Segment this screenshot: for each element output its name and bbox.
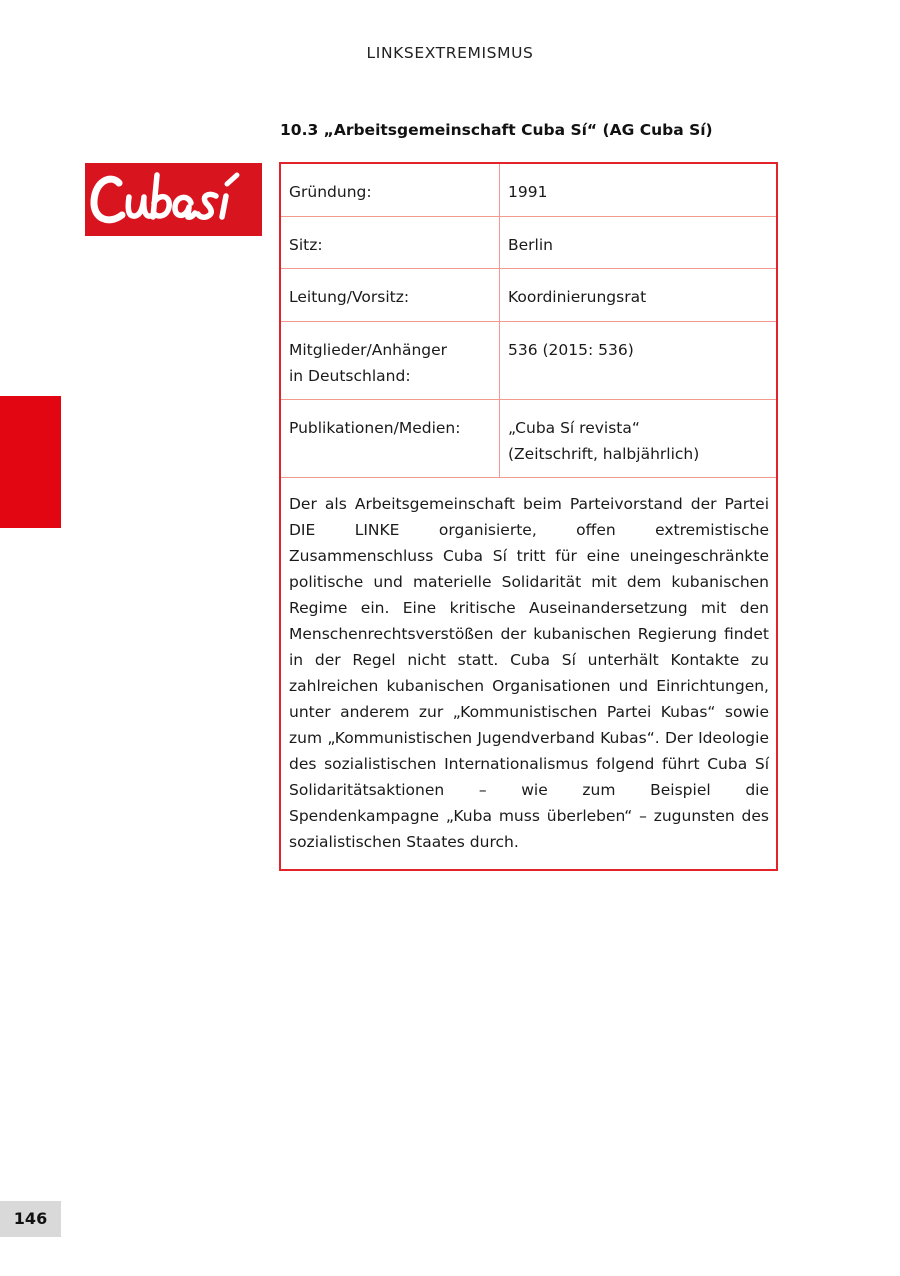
table-row: [281, 400, 776, 478]
table-row: [281, 269, 776, 322]
info-table: [281, 164, 776, 478]
table-label: Gründung:: [281, 164, 500, 217]
description-text: Der als Arbeitsgemeinschaft beim Parteivorstand der Partei DIE LINKE organisierte, offen extremistische Zusammenschluss Cuba Sí tritt für eine uneingeschränkte politische und materielle Solidarität mit dem kubanischen Regime ein. Eine kritische Auseinandersetzung mit den Menschenrechtsverstößen der kubanischen Regierung findet in der Regel nicht statt. Cuba Sí unterhält Kontakte zu zahlreichen kubanischen Organisationen und Einrichtungen, unter anderem zur „Kommunistischen Partei Kubas“ sowie zum „Kommunistischen Jugendverband Kubas“. Der Ideologie des sozialistischen Internationalismus folgend führt Cuba Sí Solidaritätsaktionen – wie zum Beispiel die Spendenkampagne „Kuba muss überleben“ – zugunsten des sozialistischen Staates durch.: [289, 495, 769, 851]
table-value: Berlin: [500, 217, 777, 269]
table-row: [281, 322, 776, 400]
table-row: [281, 217, 776, 269]
table-row: [281, 164, 776, 217]
table-label: Mitglieder/Anhänger in Deutschland:: [281, 322, 500, 400]
info-box: [279, 162, 778, 871]
table-value: Koordinierungsrat: [500, 269, 777, 322]
section-heading: 10.3 „Arbeitsgemeinschaft Cuba Sí“ (AG Cuba Sí): [280, 121, 713, 139]
table-label: Leitung/Vorsitz:: [281, 269, 500, 322]
table-label: Publikationen/Medien:: [281, 400, 500, 478]
table-value: „Cuba Sí revista“ (Zeitschrift, halbjährlich): [500, 400, 777, 478]
running-header: LINKSEXTREMISMUS: [366, 44, 534, 62]
page-number: 146: [0, 1201, 61, 1237]
table-label: Sitz:: [281, 217, 500, 269]
chapter-side-tab: [0, 396, 61, 528]
table-value: 1991: [500, 164, 777, 217]
table-value: 536 (2015: 536): [500, 322, 777, 400]
cuba-si-logo: [85, 163, 262, 236]
